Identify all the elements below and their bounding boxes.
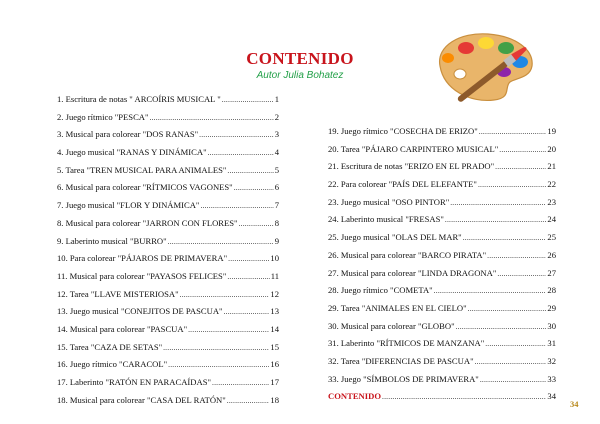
toc-entry xyxy=(57,126,279,144)
palette-thumb-hole xyxy=(454,69,466,79)
toc-entry-label: 22. Para colorear "PAÍS DEL ELEFANTE" xyxy=(328,179,477,190)
toc-entry-label: 4. Juego musical "RANAS Y DINÁMICA" xyxy=(57,147,207,158)
toc-entry-label: 3. Musical para colorear "DOS RANAS" xyxy=(57,129,199,140)
toc-entry xyxy=(57,197,279,215)
toc-entry xyxy=(328,388,556,406)
dot-leader xyxy=(224,303,270,321)
toc-entry-page: 25 xyxy=(547,232,556,243)
toc-entry-label: 5. Tarea "TREN MUSICAL PARA ANIMALES" xyxy=(57,164,227,175)
dot-leader xyxy=(227,392,270,410)
toc-entry xyxy=(328,123,556,141)
dot-leader xyxy=(495,158,546,176)
toc-entry-label: 21. Escritura de notas "ERIZO EN EL PRADO" xyxy=(328,161,495,172)
toc-entry xyxy=(328,211,556,229)
dot-leader xyxy=(168,233,274,251)
page-number: 34 xyxy=(570,399,579,409)
toc-entry-label: 27. Musical para colorear "LINDA DRAGONA" xyxy=(328,267,497,278)
toc-entry-label: 11. Musical para colorear "PAYASOS FELICES" xyxy=(57,270,227,281)
toc-entry-label: 2. Juego rítmico "PESCA" xyxy=(57,111,149,122)
author-line: Autor Julia Bohatez xyxy=(256,70,344,81)
toc-entry-page: 7 xyxy=(274,200,279,211)
toc-entry-page: 12 xyxy=(270,288,279,299)
toc-entry-label: 10. Para colorear "PÁJAROS DE PRIMAVERA" xyxy=(57,253,228,264)
toc-entry-page: 27 xyxy=(547,267,556,278)
toc-entry-label: 13. Juego musical "CONEJITOS DE PASCUA" xyxy=(57,306,223,317)
toc-entry xyxy=(57,144,279,162)
toc-entry-label: 29. Tarea "ANIMALES EN EL CIELO" xyxy=(328,302,467,313)
toc-entry xyxy=(328,158,556,176)
toc-entry-page: 3 xyxy=(274,129,279,140)
dot-leader xyxy=(480,371,547,389)
toc-entry-page: 1 xyxy=(274,94,279,104)
dot-leader xyxy=(228,250,269,268)
toc-entry-label: CONTENIDO xyxy=(328,391,382,402)
dot-leader xyxy=(150,109,274,127)
dot-leader xyxy=(478,176,546,194)
dot-leader xyxy=(499,141,546,159)
toc-entry-label: 17. Laberinto "RATÓN EN PARACAÍDAS" xyxy=(57,377,211,387)
toc-entry-page: 29 xyxy=(547,302,556,313)
dot-leader xyxy=(188,321,269,339)
toc-entry-label: 15. Tarea "CAZA DE SETAS" xyxy=(57,341,163,352)
dot-leader xyxy=(463,229,547,247)
toc-entry xyxy=(57,162,279,180)
toc-entry-page: 5 xyxy=(274,164,279,175)
toc-entry-label: 31. Laberinto "RÍTMICOS DE MANZANA" xyxy=(328,338,485,349)
toc-entry xyxy=(57,250,279,268)
dot-leader xyxy=(434,282,547,300)
toc-entry xyxy=(57,286,279,304)
dot-leader xyxy=(163,339,269,357)
toc-entry xyxy=(57,321,279,339)
toc-entry-label: 32. Tarea "DIFERENCIAS DE PASCUA" xyxy=(328,355,474,366)
toc-entry-page: 9 xyxy=(274,235,279,246)
toc-entry-page: 15 xyxy=(270,341,279,352)
toc-entry xyxy=(328,247,556,265)
toc-entry xyxy=(328,194,556,212)
toc-entry xyxy=(328,229,556,247)
toc-entry xyxy=(328,282,556,300)
toc-entry-label: 24. Laberinto musical "FRESAS" xyxy=(328,214,444,225)
toc-entry xyxy=(57,339,279,357)
toc-entry-page: 31 xyxy=(547,338,556,349)
toc-entry xyxy=(57,392,279,410)
dot-leader xyxy=(479,123,547,141)
toc-entry-page: 19 xyxy=(547,126,556,136)
toc-entry-page: 17 xyxy=(270,377,279,387)
dot-leader xyxy=(227,162,273,180)
toc-entry-label: 16. Juego rítmico "CARACOL" xyxy=(57,359,168,370)
toc-entry xyxy=(57,303,279,321)
toc-entry xyxy=(328,141,556,159)
dot-leader xyxy=(168,356,269,374)
toc-entry-label: 1. Escritura de notas " ARCOÍRIS MUSICAL " xyxy=(57,94,221,104)
dot-leader xyxy=(487,247,546,265)
toc-entry-page: 16 xyxy=(270,359,279,370)
dot-leader xyxy=(456,318,547,336)
dot-leader xyxy=(199,126,274,144)
dot-leader xyxy=(497,265,546,283)
toc-entry-page: 2 xyxy=(274,111,279,122)
toc-entry-label: 19. Juego rítmico "COSECHA DE ERIZO" xyxy=(328,126,478,136)
toc-entry xyxy=(57,356,279,374)
toc-entry-page: 21 xyxy=(547,161,556,172)
toc-entry-page: 26 xyxy=(547,249,556,260)
dot-leader xyxy=(450,194,546,212)
paint-dab-green xyxy=(498,42,514,54)
toc-entry-page: 4 xyxy=(274,147,279,158)
dot-leader xyxy=(208,144,274,162)
toc-entry xyxy=(57,109,279,127)
toc-entry-label: 6. Musical para colorear "RÍTMICOS VAGONES" xyxy=(57,182,233,193)
toc-entry-label: 7. Juego musical "FLOR Y DINÁMICA" xyxy=(57,200,200,211)
dot-leader xyxy=(475,353,547,371)
paint-dab-red xyxy=(458,42,474,54)
dot-leader xyxy=(222,91,274,109)
toc-entry-page: 30 xyxy=(547,320,556,331)
dot-leader xyxy=(485,335,546,353)
paint-dab-yellow xyxy=(478,37,494,49)
toc-entry-page: 10 xyxy=(270,253,279,264)
toc-entry-label: 23. Juego musical "OSO PINTOR" xyxy=(328,196,450,207)
toc-entry xyxy=(328,371,556,389)
toc-entry xyxy=(57,215,279,233)
toc-entry-label: 30. Musical para colorear "GLOBO" xyxy=(328,320,455,331)
paint-dab-orange xyxy=(442,53,454,63)
toc-entry xyxy=(328,318,556,336)
toc-entry-page: 13 xyxy=(270,306,279,317)
toc-entry-page: 32 xyxy=(547,355,556,366)
toc-entry-label: 8. Musical para colorear "JARRON CON FLORES" xyxy=(57,217,238,228)
dot-leader xyxy=(239,215,274,233)
toc-entry-label: 28. Juego rítmico "COMETA" xyxy=(328,285,433,296)
toc-entry xyxy=(57,374,279,392)
page-title: CONTENIDO xyxy=(246,49,354,68)
toc-entry-label: 18. Musical para colorear "CASA DEL RATÓN" xyxy=(57,394,226,405)
toc-entry-label: 25. Juego musical "OLAS DEL MAR" xyxy=(328,232,462,243)
dot-leader xyxy=(180,286,270,304)
toc-entry-label: 20. Tarea "PÁJARO CARPINTERO MUSICAL" xyxy=(328,143,499,154)
dot-leader xyxy=(227,268,269,286)
toc-entry-page: 24 xyxy=(547,214,556,225)
toc-entry-page: 23 xyxy=(547,196,556,207)
paint-palette-icon xyxy=(430,26,538,106)
toc-entry xyxy=(328,176,556,194)
toc-entry-label: 26. Musical para colorear "BARCO PIRATA" xyxy=(328,249,487,260)
toc-entry-page: 28 xyxy=(547,285,556,296)
toc-entry xyxy=(328,265,556,283)
dot-leader xyxy=(234,179,274,197)
toc-entry-page: 8 xyxy=(274,217,279,228)
toc-entry xyxy=(328,335,556,353)
toc-entry xyxy=(328,353,556,371)
toc-entry-label: 12. Tarea "LLAVE MISTERIOSA" xyxy=(57,288,179,299)
toc-entry xyxy=(57,233,279,251)
toc-entry-page: 20 xyxy=(547,143,556,154)
dot-leader xyxy=(468,300,547,318)
toc-entry xyxy=(57,268,279,286)
toc-entry-page: 18 xyxy=(270,394,279,405)
toc-entry-page: 11 xyxy=(270,270,279,281)
dot-leader xyxy=(200,197,273,215)
toc-entry-page: 14 xyxy=(270,323,279,334)
dot-leader xyxy=(382,388,546,406)
toc-right-column xyxy=(328,123,556,406)
toc-entry-label: 9. Laberinto musical "BURRO" xyxy=(57,235,167,246)
toc-entry-page: 6 xyxy=(274,182,279,193)
toc-entry xyxy=(57,91,279,109)
dot-leader xyxy=(445,211,547,229)
toc-entry xyxy=(328,300,556,318)
toc-entry-page: 22 xyxy=(547,179,556,190)
toc-left-column xyxy=(57,91,279,409)
toc-entry-page: 34 xyxy=(547,391,556,402)
dot-leader xyxy=(212,374,269,392)
toc-entry-page: 33 xyxy=(547,373,556,384)
toc-entry-label: 14. Musical para colorear "PASCUA" xyxy=(57,323,188,334)
toc-entry xyxy=(57,179,279,197)
toc-entry-label: 33. Juego "SÍMBOLOS DE PRIMAVERA" xyxy=(328,373,479,384)
